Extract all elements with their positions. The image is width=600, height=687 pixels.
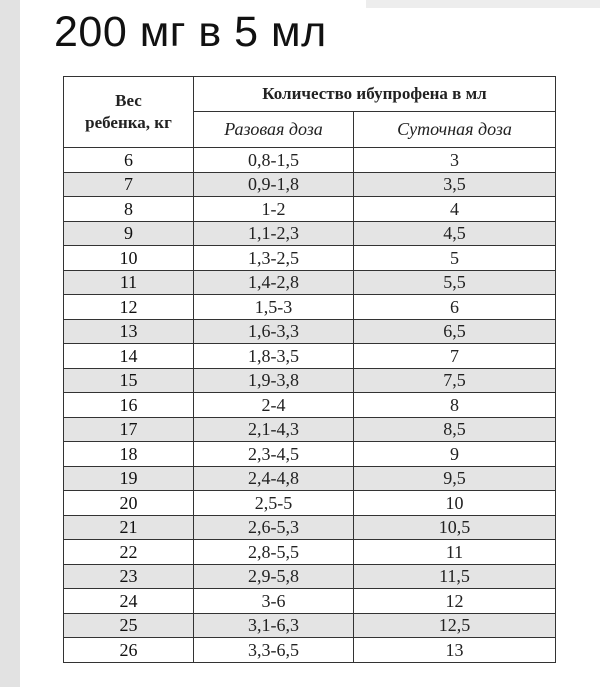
table-row (64, 344, 556, 369)
weight-cell: 6 (64, 148, 194, 173)
table-row (64, 417, 556, 442)
weight-cell: 24 (64, 589, 194, 614)
single-dose-cell: 3-6 (194, 589, 354, 614)
single-dose-cell: 3,1-6,3 (194, 613, 354, 638)
weight-cell: 18 (64, 442, 194, 467)
table-body (64, 148, 556, 663)
weight-cell: 20 (64, 491, 194, 516)
single-dose-cell: 1,6-3,3 (194, 319, 354, 344)
single-dose-cell: 2-4 (194, 393, 354, 418)
weight-cell: 8 (64, 197, 194, 222)
single-dose-header: Разовая доза (194, 112, 354, 148)
top-edge-strip (366, 0, 600, 8)
table-row (64, 638, 556, 663)
daily-dose-cell: 3 (354, 148, 556, 173)
daily-dose-cell: 10 (354, 491, 556, 516)
daily-dose-cell: 9,5 (354, 466, 556, 491)
single-dose-cell: 1,3-2,5 (194, 246, 354, 271)
weight-cell: 11 (64, 270, 194, 295)
single-dose-cell: 1,4-2,8 (194, 270, 354, 295)
table-row (64, 491, 556, 516)
daily-dose-cell: 12 (354, 589, 556, 614)
weight-cell: 15 (64, 368, 194, 393)
table-row (64, 393, 556, 418)
daily-dose-cell: 4,5 (354, 221, 556, 246)
weight-cell: 16 (64, 393, 194, 418)
table-row (64, 466, 556, 491)
single-dose-cell: 2,8-5,5 (194, 540, 354, 565)
weight-cell: 23 (64, 564, 194, 589)
table-row (64, 368, 556, 393)
daily-dose-cell: 9 (354, 442, 556, 467)
single-dose-cell: 1,8-3,5 (194, 344, 354, 369)
single-dose-cell: 2,3-4,5 (194, 442, 354, 467)
table-row (64, 270, 556, 295)
ibuprofen-dosage-table (63, 76, 556, 663)
weight-cell: 7 (64, 172, 194, 197)
table-row (64, 246, 556, 271)
weight-cell: 9 (64, 221, 194, 246)
table-row (64, 540, 556, 565)
weight-cell: 10 (64, 246, 194, 271)
single-dose-cell: 1,9-3,8 (194, 368, 354, 393)
daily-dose-cell: 10,5 (354, 515, 556, 540)
daily-dose-cell: 4 (354, 197, 556, 222)
table-row (64, 319, 556, 344)
daily-dose-header: Суточная доза (354, 112, 556, 148)
single-dose-cell: 1,5-3 (194, 295, 354, 320)
table-row (64, 148, 556, 173)
weight-header-line2: ребенка, кг (85, 113, 172, 132)
page-title: 200 мг в 5 мл (54, 8, 327, 56)
daily-dose-cell: 5 (354, 246, 556, 271)
daily-dose-cell: 8 (354, 393, 556, 418)
single-dose-cell: 3,3-6,5 (194, 638, 354, 663)
daily-dose-cell: 13 (354, 638, 556, 663)
weight-cell: 25 (64, 613, 194, 638)
daily-dose-cell: 7,5 (354, 368, 556, 393)
single-dose-cell: 1,1-2,3 (194, 221, 354, 246)
left-edge-strip (0, 0, 20, 687)
table-row (64, 589, 556, 614)
single-dose-cell: 0,8-1,5 (194, 148, 354, 173)
daily-dose-cell: 5,5 (354, 270, 556, 295)
weight-header-line1: Вес (115, 91, 142, 110)
table-row (64, 515, 556, 540)
daily-dose-cell: 7 (354, 344, 556, 369)
daily-dose-cell: 12,5 (354, 613, 556, 638)
weight-cell: 22 (64, 540, 194, 565)
daily-dose-cell: 11 (354, 540, 556, 565)
weight-cell: 13 (64, 319, 194, 344)
single-dose-cell: 0,9-1,8 (194, 172, 354, 197)
daily-dose-cell: 6 (354, 295, 556, 320)
table-row (64, 613, 556, 638)
table-row (64, 564, 556, 589)
ibuprofen-amount-header: Количество ибупрофена в мл (194, 77, 556, 112)
daily-dose-cell: 8,5 (354, 417, 556, 442)
table-header-row (64, 77, 556, 112)
table-row (64, 197, 556, 222)
single-dose-cell: 2,6-5,3 (194, 515, 354, 540)
table-row (64, 442, 556, 467)
single-dose-cell: 2,4-4,8 (194, 466, 354, 491)
daily-dose-cell: 3,5 (354, 172, 556, 197)
weight-cell: 21 (64, 515, 194, 540)
daily-dose-cell: 6,5 (354, 319, 556, 344)
single-dose-cell: 2,9-5,8 (194, 564, 354, 589)
table-row (64, 295, 556, 320)
weight-cell: 12 (64, 295, 194, 320)
table-row (64, 172, 556, 197)
daily-dose-cell: 11,5 (354, 564, 556, 589)
weight-cell: 17 (64, 417, 194, 442)
table-row (64, 221, 556, 246)
single-dose-cell: 1-2 (194, 197, 354, 222)
weight-cell: 14 (64, 344, 194, 369)
weight-column-header (64, 77, 194, 148)
single-dose-cell: 2,5-5 (194, 491, 354, 516)
weight-cell: 19 (64, 466, 194, 491)
single-dose-cell: 2,1-4,3 (194, 417, 354, 442)
weight-cell: 26 (64, 638, 194, 663)
